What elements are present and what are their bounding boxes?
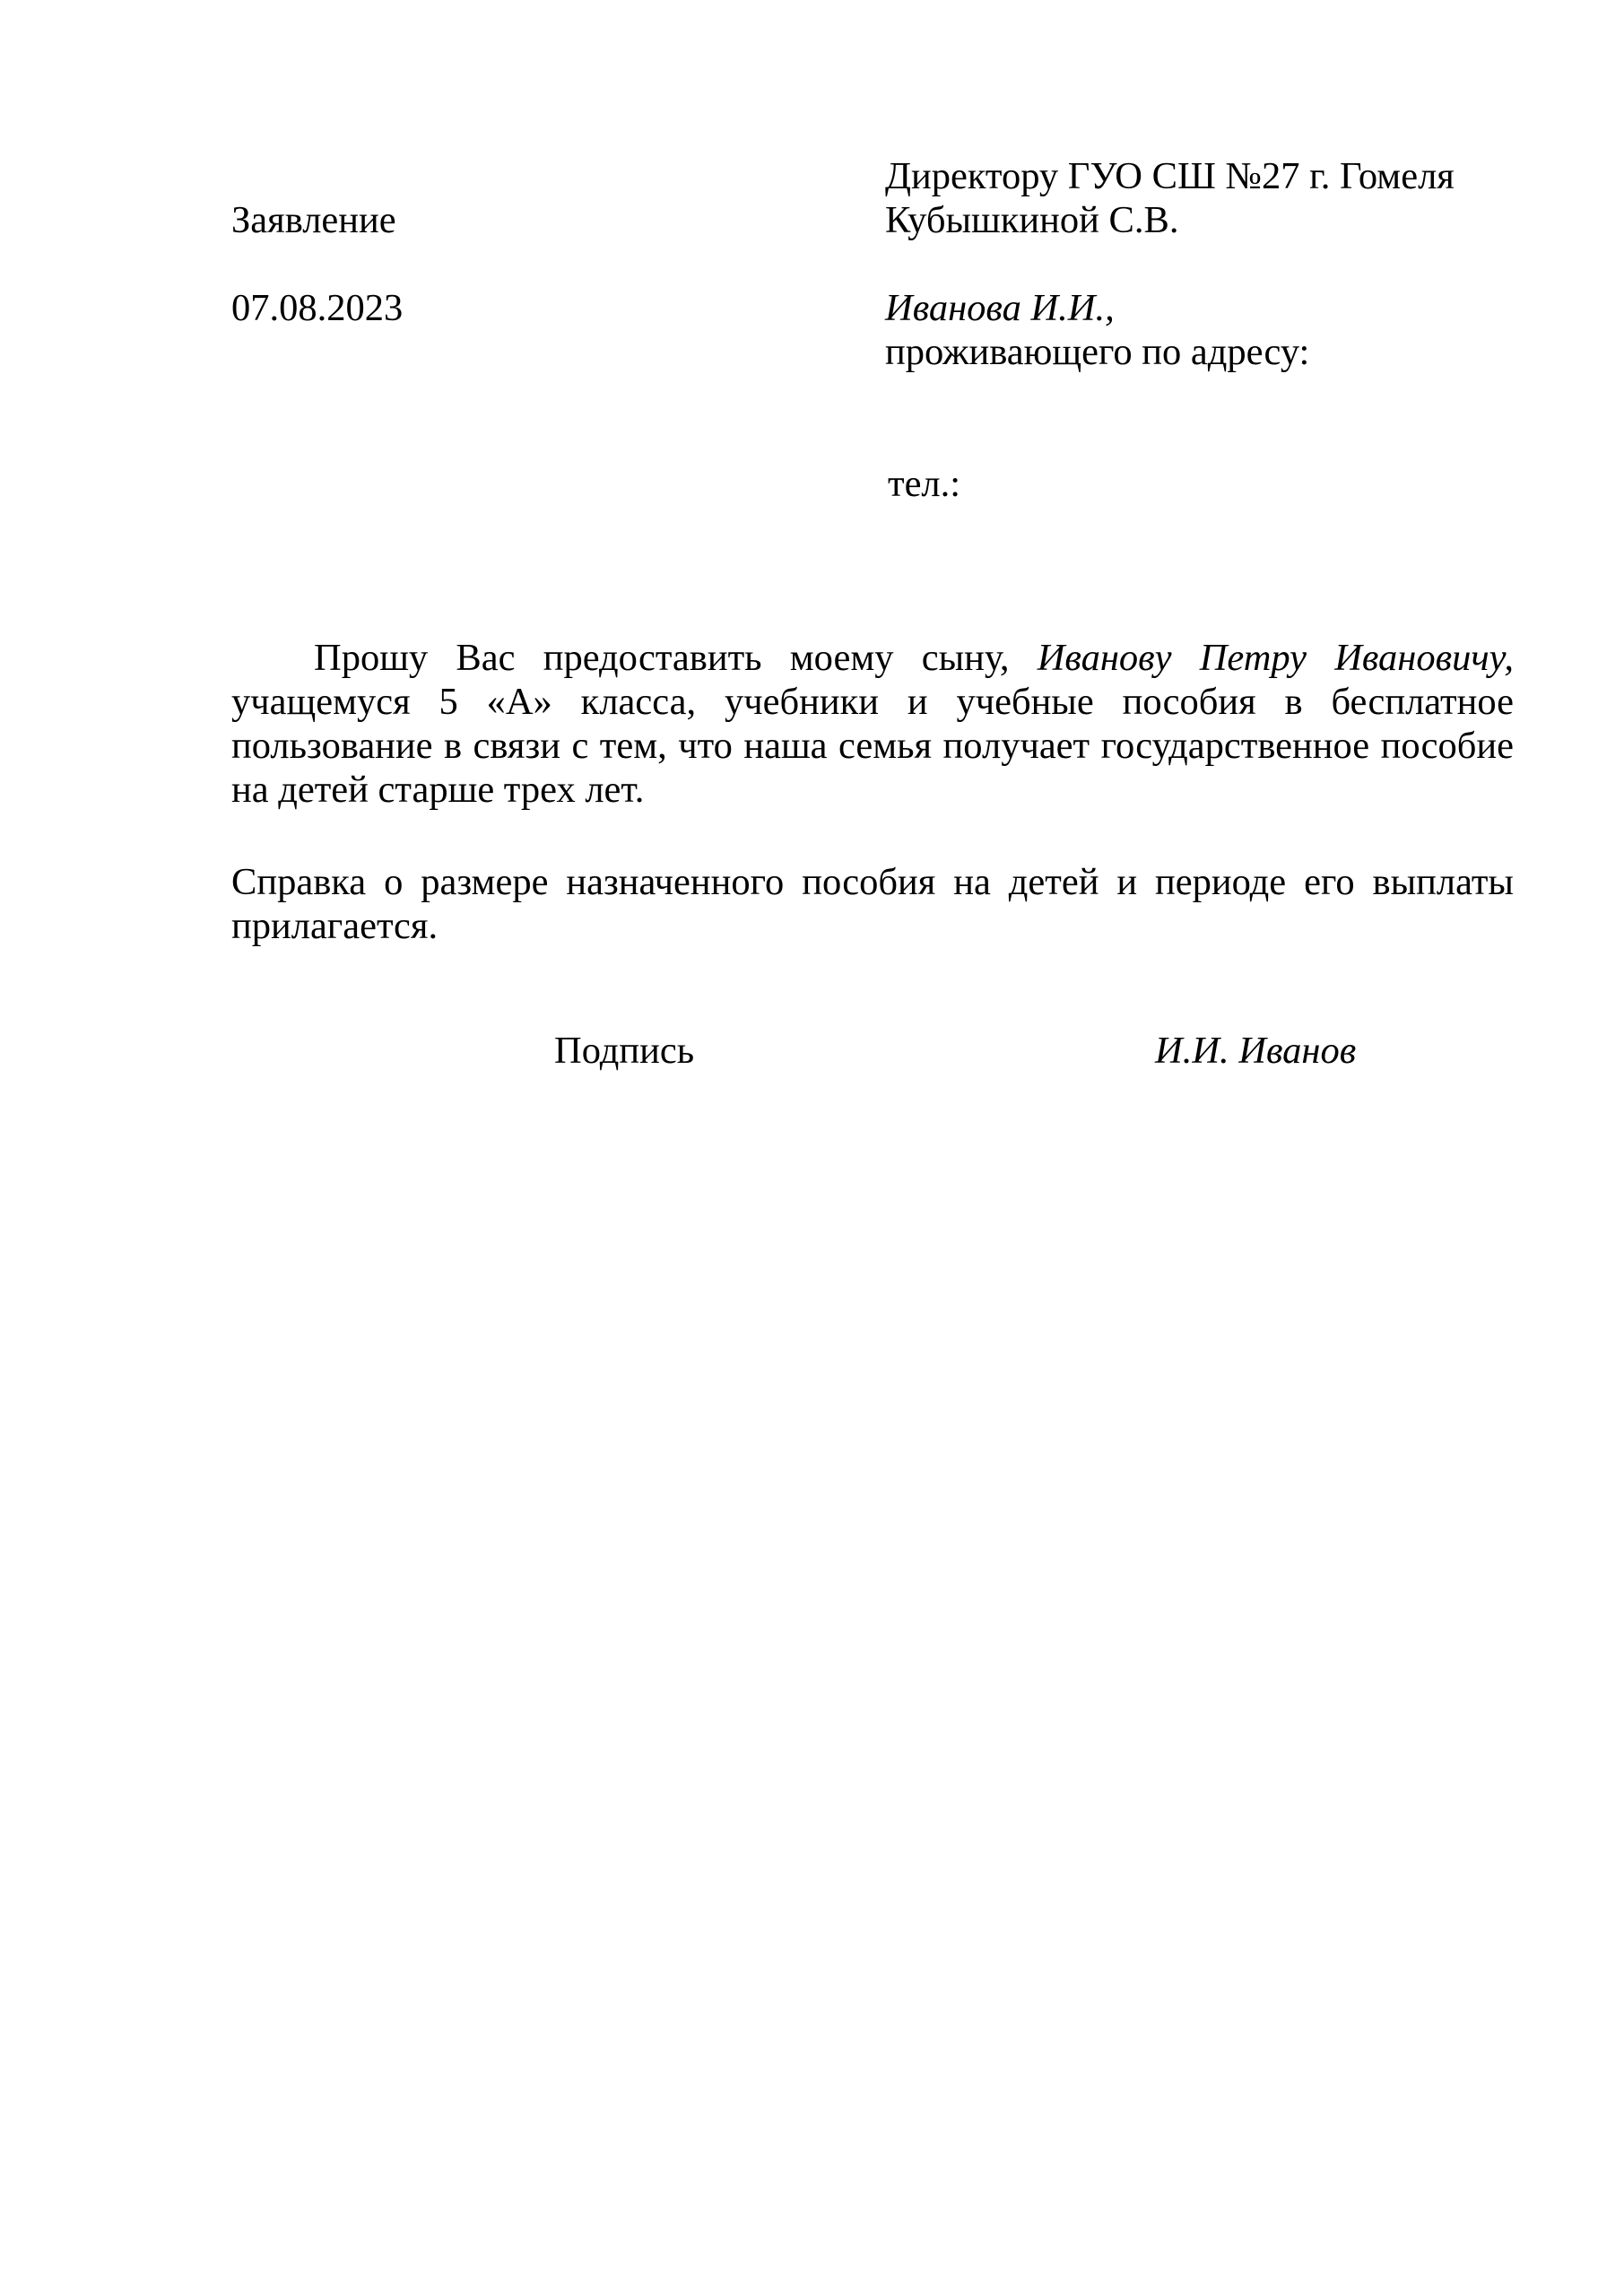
signature-label: Подпись bbox=[554, 1030, 695, 1072]
phone-label: тел.: bbox=[888, 463, 961, 505]
signature-name: И.И. Иванов bbox=[1155, 1030, 1357, 1072]
header-left-block bbox=[231, 154, 403, 374]
son-name-italic: Иванову Петру Ивановичу, bbox=[1037, 637, 1514, 679]
addressee-line2: Кубышкиной С.В. bbox=[885, 199, 1179, 241]
addressee-block bbox=[885, 154, 1531, 242]
attachment-paragraph: Справка о размере назначенного пособия на детей и периоде его выплаты прилагается. bbox=[231, 861, 1514, 947]
request-text-before: Прошу Вас предоставить моему сыну, bbox=[314, 637, 1038, 679]
applicant-block bbox=[885, 286, 1567, 374]
request-paragraph bbox=[231, 636, 1514, 812]
document-title: Заявление bbox=[231, 199, 396, 241]
document-date: 07.08.2023 bbox=[231, 287, 404, 329]
signature-row bbox=[0, 1029, 1624, 1073]
applicant-name: Иванова И.И., bbox=[885, 287, 1115, 329]
addressee-line1: Директору ГУО СШ №27 г. Гомеля bbox=[885, 155, 1455, 197]
request-text-after: учащемуся 5 «А» класса, учебники и учебные пособия в бесплатное пользование в связи с тем, что наша семья получает государственное пособие на детей старше трех лет. bbox=[231, 681, 1514, 811]
address-label: проживающего по адресу: bbox=[885, 331, 1310, 373]
